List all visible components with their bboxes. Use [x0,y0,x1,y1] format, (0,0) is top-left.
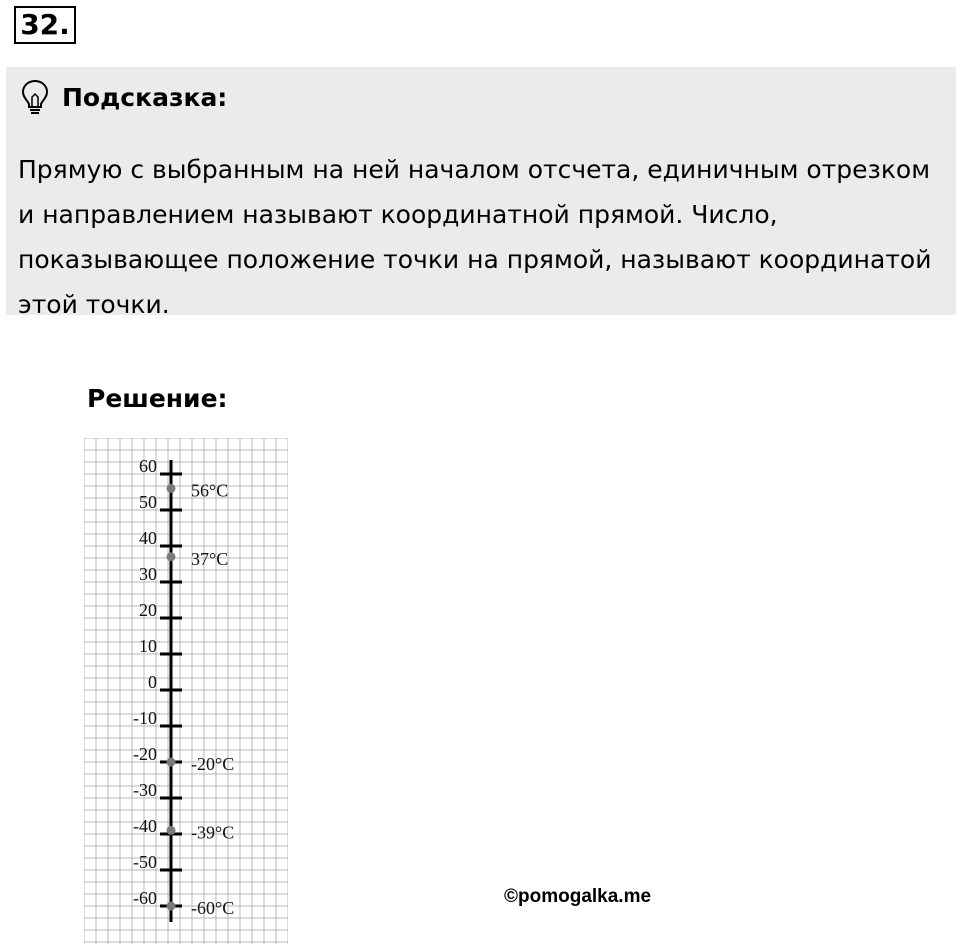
thermometer-scale [84,438,288,944]
temperature-label: -60°C [191,898,235,918]
temperature-point [167,484,176,493]
tick-label: 0 [148,672,157,692]
tick-label: -40 [133,816,157,836]
tick-label: 60 [139,456,157,476]
grid [84,438,288,944]
hint-text: Прямую с выбранным на ней началом отсчета, единичным отрезком и направлением называют координатной прямой. Число, показывающее положение точки на прямой, называют координатой этой точки. [18,155,932,319]
hint-box [6,67,956,319]
tick-label: 30 [139,564,157,584]
tick-label: -60 [133,888,157,908]
temperature-label: -20°C [191,754,235,774]
tick-label: 20 [139,600,157,620]
temperature-point [167,758,176,767]
tick-label: 50 [139,492,157,512]
temperature-point [167,826,176,835]
solution-title: Решение: [87,384,228,413]
tick-label: -10 [133,708,157,728]
temperature-label: 56°C [191,480,229,501]
temperature-label: -39°C [191,822,235,843]
lightbulb-icon [20,79,50,115]
hint-title: Подсказка: [62,82,228,112]
task-number: 32. [14,6,76,44]
tick-label: -50 [133,852,157,872]
scale-ticks [133,456,182,908]
tick-label: -30 [133,780,157,800]
hint-header [20,79,227,115]
tick-label: 10 [139,636,157,656]
temperature-point [167,902,176,911]
temperature-label: 37°C [191,548,229,569]
temperature-point [167,552,176,561]
tick-label: -20 [133,744,157,764]
watermark: ©pomogalka.me [504,886,652,907]
tick-label: 40 [139,528,157,548]
